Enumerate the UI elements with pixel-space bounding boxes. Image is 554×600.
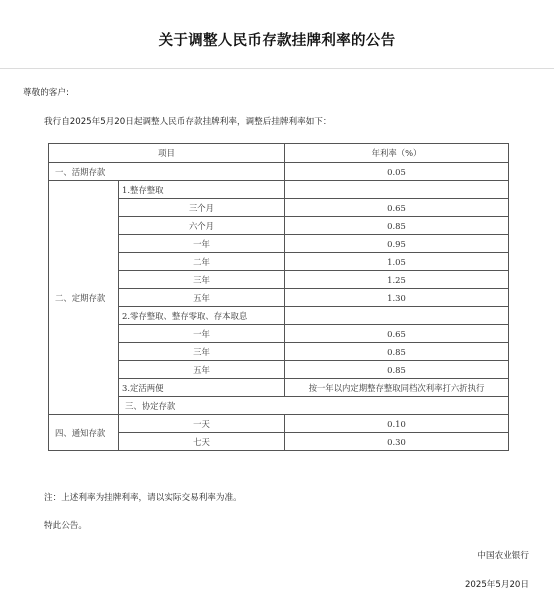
header-rate: 年利率（%） <box>285 144 509 163</box>
header-item: 项目 <box>49 144 285 163</box>
term-cell: 七天 <box>119 433 285 451</box>
term-cell: 二年 <box>119 253 285 271</box>
rate-cell: 0.85 <box>285 343 509 361</box>
rate-cell: 0.85 <box>285 217 509 235</box>
term-cell: 一年 <box>119 235 285 253</box>
category-agreement: 三、协定存款 <box>119 397 509 415</box>
title-divider <box>0 68 554 69</box>
signature: 中国农业银行 <box>477 551 529 561</box>
rate-cell-empty <box>285 181 509 199</box>
table-row <box>49 181 509 199</box>
rate-cell-note: 按一年以内定期整存整取同档次利率打六折执行 <box>285 379 509 397</box>
rate-cell-empty <box>285 307 509 325</box>
page-title: 关于调整人民币存款挂牌利率的公告 <box>158 32 396 49</box>
rate-cell: 0.65 <box>285 199 509 217</box>
rate-cell: 0.05 <box>285 163 509 181</box>
category-current: 一、活期存款 <box>49 163 285 181</box>
table-row <box>49 163 509 181</box>
rate-cell: 1.30 <box>285 289 509 307</box>
rate-cell: 0.85 <box>285 361 509 379</box>
footnote: 注：上述利率为挂牌利率，请以实际交易利率为准。 <box>44 493 242 503</box>
subcategory-flexible: 3.定活两便 <box>119 379 285 397</box>
term-cell: 一年 <box>119 325 285 343</box>
rate-cell: 1.25 <box>285 271 509 289</box>
table-header-row <box>49 144 509 163</box>
term-cell: 五年 <box>119 361 285 379</box>
rate-cell: 0.10 <box>285 415 509 433</box>
subcategory-installment: 2.零存整取、整存零取、存本取息 <box>119 307 285 325</box>
intro-paragraph: 我行自2025年5月20日起调整人民币存款挂牌利率，调整后挂牌利率如下： <box>44 117 332 127</box>
rate-table <box>48 143 509 451</box>
greeting: 尊敬的客户: <box>23 88 69 98</box>
term-cell: 三年 <box>119 271 285 289</box>
subcategory-lump-sum: 1.整存整取 <box>119 181 285 199</box>
term-cell: 五年 <box>119 289 285 307</box>
rate-cell: 0.95 <box>285 235 509 253</box>
rate-cell: 0.65 <box>285 325 509 343</box>
term-cell: 六个月 <box>119 217 285 235</box>
rate-cell: 0.30 <box>285 433 509 451</box>
term-cell: 一天 <box>119 415 285 433</box>
closing-line: 特此公告。 <box>44 521 87 531</box>
category-fixed: 二、定期存款 <box>49 181 119 415</box>
notice-date: 2025年5月20日 <box>464 580 529 590</box>
rate-cell: 1.05 <box>285 253 509 271</box>
term-cell: 三年 <box>119 343 285 361</box>
term-cell: 三个月 <box>119 199 285 217</box>
category-call: 四、通知存款 <box>49 415 119 451</box>
table-row <box>49 415 509 433</box>
